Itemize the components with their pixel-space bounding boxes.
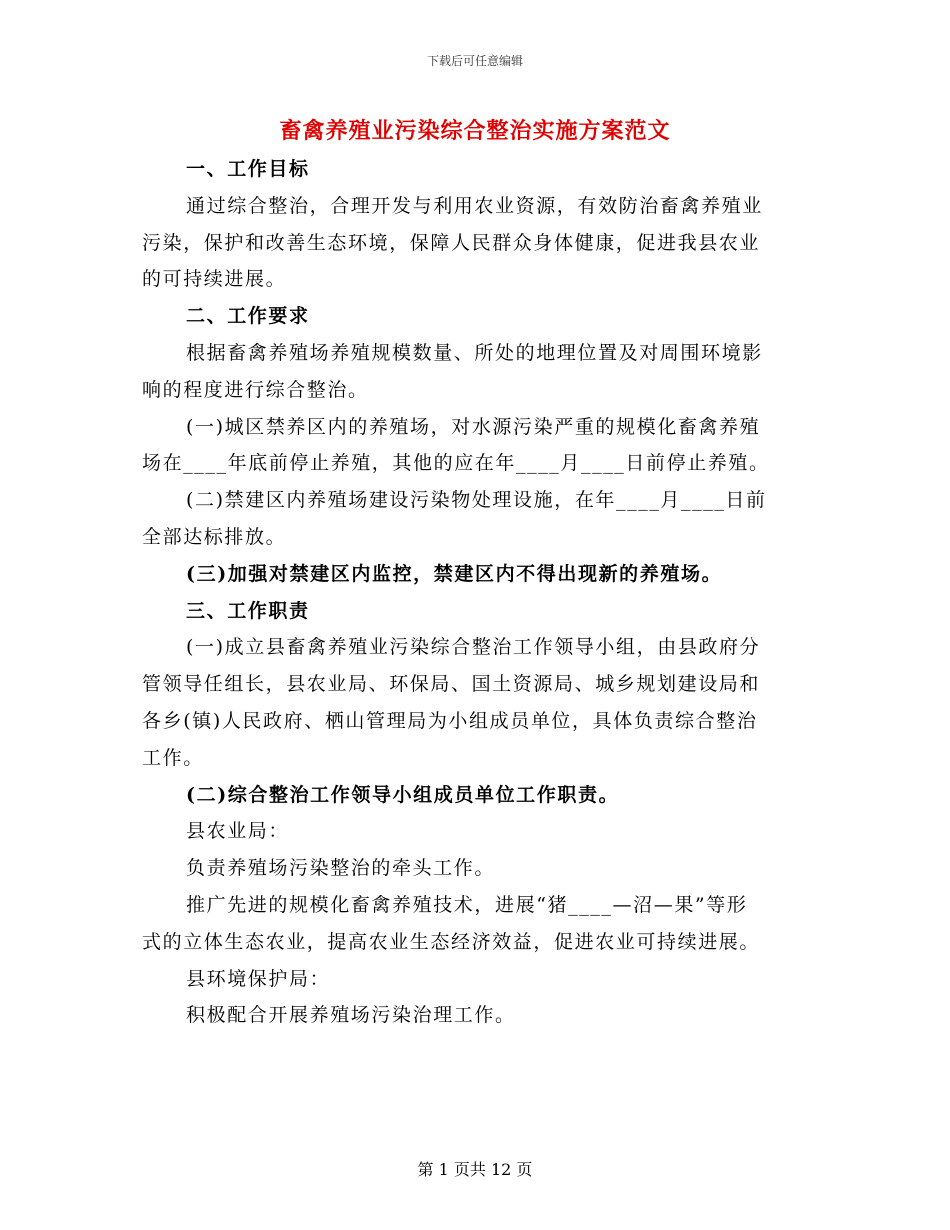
paragraph-line: 的可持续进展。 — [142, 268, 287, 291]
paragraph-line: 负责养殖场污染整治的牵头工作。 — [186, 857, 496, 880]
paragraph-line: (二)禁建区内养殖场建设污染物处理设施，在年____月____日前 — [186, 489, 767, 512]
paragraph-line: 县环境保护局： — [186, 967, 331, 990]
paragraph-line: 通过综合整治，合理开发与利用农业资源，有效防治畜禽养殖业 — [186, 194, 763, 217]
document-title: 畜禽养殖业污染综合整治实施方案范文 — [279, 118, 671, 144]
section-heading: 二、工作要求 — [186, 305, 310, 328]
paragraph-line: 响的程度进行综合整治。 — [142, 378, 369, 401]
section-heading: 三、工作职责 — [186, 599, 310, 622]
bold-paragraph-line: (三)加强对禁建区内监控，禁建区内不得出现新的养殖场。 — [186, 562, 723, 585]
paragraph-line: 全部达标排放。 — [142, 525, 287, 548]
paragraph-line: (一)城区禁养区内的养殖场，对水源污染严重的规模化畜禽养殖 — [186, 415, 761, 438]
paragraph-line: 污染，保护和改善生态环境，保障人民群众身体健康，促进我县农业 — [142, 231, 761, 254]
paragraph-line: 式的立体生态农业，提高农业生态经济效益，促进农业可持续进展。 — [142, 930, 761, 953]
paragraph-line: 场在____年底前停止养殖，其他的应在年____月____日前停止养殖。 — [142, 452, 770, 475]
paragraph-line: 推广先进的规模化畜禽养殖技术，进展“猪____—沼—果”等形 — [186, 893, 748, 916]
page-footer: 第 1 页共 12 页 — [417, 1160, 533, 1179]
paragraph-line: 管领导任组长，县农业局、环保局、国土资源局、城乡规划建设局和 — [142, 673, 761, 696]
header-note: 下载后可任意编辑 — [426, 54, 523, 68]
paragraph-line: 积极配合开展养殖场污染治理工作。 — [186, 1004, 516, 1027]
bold-paragraph-line: (二)综合整治工作领导小组成员单位工作职责。 — [186, 783, 620, 806]
document-body — [142, 151, 798, 1034]
section-heading: 一、工作目标 — [186, 158, 310, 180]
paragraph-line: (一)成立县畜禽养殖业污染综合整治工作领导小组，由县政府分 — [186, 636, 761, 659]
paragraph-line: 县农业局： — [186, 820, 290, 843]
paragraph-line: 根据畜禽养殖场养殖规模数量、所处的地理位置及对周围环境影 — [186, 341, 763, 364]
paragraph-line: 工作。 — [142, 746, 204, 769]
paragraph-line: 各乡(镇)人民政府、栖山管理局为小组成员单位，具体负责综合整治 — [142, 709, 758, 732]
